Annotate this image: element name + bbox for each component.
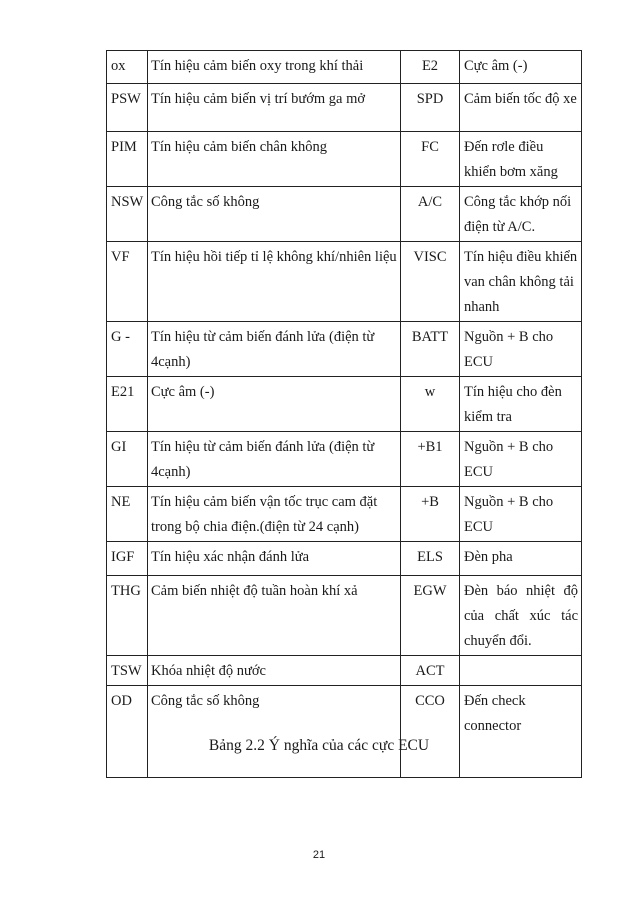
pin-description-cell: Tín hiệu hồi tiếp tỉ lệ không khí/nhiên liệu [148,242,401,322]
pin-code-cell: PIM [107,132,148,187]
pin-description-cell: Đèn báo nhiệt độ của chất xúc tác chuyển đổi. [460,576,582,656]
table-row [107,432,582,487]
pin-code-cell: OD [107,686,148,778]
pin-code-cell: ELS [401,542,460,576]
pin-description-cell: Tín hiệu từ cảm biến đánh lửa (điện từ 4cạnh) [148,432,401,487]
table-row [107,84,582,132]
pin-description-cell [460,656,582,686]
pin-code-cell: PSW [107,84,148,132]
table-row [107,51,582,84]
table-row [107,132,582,187]
pin-code-cell: NSW [107,187,148,242]
table-row [107,542,582,576]
pin-code-cell: w [401,377,460,432]
pin-code-cell: G - [107,322,148,377]
pin-description-cell: Cực âm (-) [460,51,582,84]
pin-code-cell: THG [107,576,148,656]
table-row [107,656,582,686]
pin-code-cell: ACT [401,656,460,686]
pin-description-cell: Đến rơle điều khiển bơm xăng [460,132,582,187]
pin-description-cell: Tín hiệu cho đèn kiểm tra [460,377,582,432]
table-row [107,187,582,242]
pin-description-cell: Nguồn + B cho ECU [460,432,582,487]
pin-description-cell: Cảm biến tốc độ xe [460,84,582,132]
pin-code-cell: VF [107,242,148,322]
pin-description-cell: Tín hiệu điều khiển van chân không tải nhanh [460,242,582,322]
pin-code-cell: A/C [401,187,460,242]
pin-code-cell: TSW [107,656,148,686]
table-row [107,377,582,432]
table-caption: Bảng 2.2 Ý nghĩa của các cực ECU [208,737,430,754]
pin-description-cell: Tín hiệu cảm biến vị trí bướm ga mở [148,84,401,132]
pin-description-cell: Công tắc số không [148,187,401,242]
pin-code-cell: BATT [401,322,460,377]
pin-code-cell: FC [401,132,460,187]
table-row [107,242,582,322]
pin-description-cell: Nguồn + B cho ECU [460,487,582,542]
pin-description-cell: Tín hiệu cảm biến oxy trong khí thải [148,51,401,84]
pin-description-cell: Cực âm (-) [148,377,401,432]
table-row [107,487,582,542]
pin-description-cell: Tín hiệu cảm biến vận tốc trục cam đặt trong bộ chia điện.(điện từ 24 cạnh) [148,487,401,542]
pin-description-cell: Tín hiệu từ cảm biến đánh lửa (điện từ 4cạnh) [148,322,401,377]
pin-code-cell: SPD [401,84,460,132]
pin-code-cell: E2 [401,51,460,84]
pin-code-cell: E21 [107,377,148,432]
pin-description-cell: Công tắc số không [148,686,401,778]
pin-code-cell: VISC [401,242,460,322]
pin-code-cell: CCO [401,686,460,778]
pin-description-cell: Đến check connector [460,686,582,778]
pin-description-cell: Khóa nhiệt độ nước [148,656,401,686]
pin-code-cell: GI [107,432,148,487]
pin-description-cell: Tín hiệu cảm biến chân không [148,132,401,187]
pin-code-cell: +B1 [401,432,460,487]
pin-description-cell: Công tắc khớp nối điện từ A/C. [460,187,582,242]
pin-code-cell: ox [107,51,148,84]
pin-description-cell: Tín hiệu xác nhận đánh lửa [148,542,401,576]
pin-description-cell: Nguồn + B cho ECU [460,322,582,377]
pin-code-cell: EGW [401,576,460,656]
page-number: 21 [312,849,326,861]
table-row [107,576,582,656]
ecu-pin-table [106,50,582,778]
pin-code-cell: NE [107,487,148,542]
table-row [107,322,582,377]
pin-description-cell: Đèn pha [460,542,582,576]
pin-code-cell: +B [401,487,460,542]
table-row [107,686,582,778]
pin-code-cell: IGF [107,542,148,576]
pin-description-cell: Cảm biến nhiệt độ tuần hoàn khí xả [148,576,401,656]
